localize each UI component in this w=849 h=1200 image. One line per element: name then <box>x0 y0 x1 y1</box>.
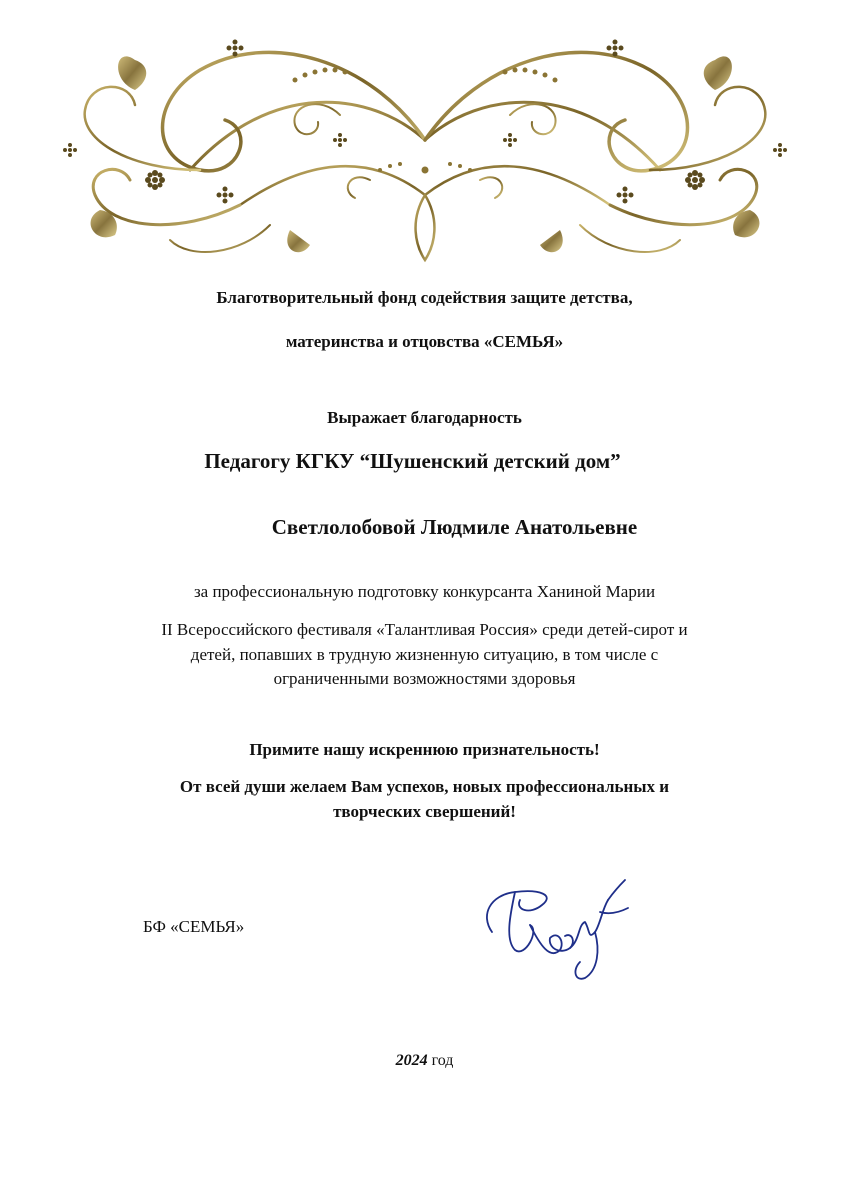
recipient-role: Педагогу КГКУ “Шушенский детский дом” <box>204 449 621 473</box>
thanks-heading: Выражает благодарность <box>327 408 522 427</box>
organization-line-1: Благотворительный фонд содействия защите детства, <box>216 288 633 307</box>
closing-line-3: творческих свершений! <box>333 802 516 821</box>
year-line <box>0 1052 849 1070</box>
closing-line-1: Примите нашу искреннюю признательность! <box>249 740 600 759</box>
floral-ornament-icon <box>40 20 810 265</box>
recipient-name: Светлолобовой Людмиле Анатольевне <box>271 515 638 539</box>
reason-line-2: II Всероссийского фестиваля «Талантливая Россия» среди детей-сирот и <box>161 620 688 639</box>
signatory-label: БФ «СЕМЬЯ» <box>143 917 245 936</box>
organization-line-2: материнства и отцовства «СЕМЬЯ» <box>285 332 564 351</box>
year-number: 2024 <box>395 1052 428 1069</box>
reason-line-1: за профессиональную подготовку конкурсанта Ханиной Марии <box>193 582 656 601</box>
closing-line-2: От всей души желаем Вам успехов, новых профессиональных и <box>179 777 670 796</box>
reason-line-4: ограниченными возможностями здоровья <box>273 669 576 688</box>
year-suffix: год <box>427 1052 454 1069</box>
signature-icon <box>470 870 640 985</box>
reason-line-3: детей, попавших в трудную жизненную ситуацию, в том числе с <box>190 645 659 664</box>
